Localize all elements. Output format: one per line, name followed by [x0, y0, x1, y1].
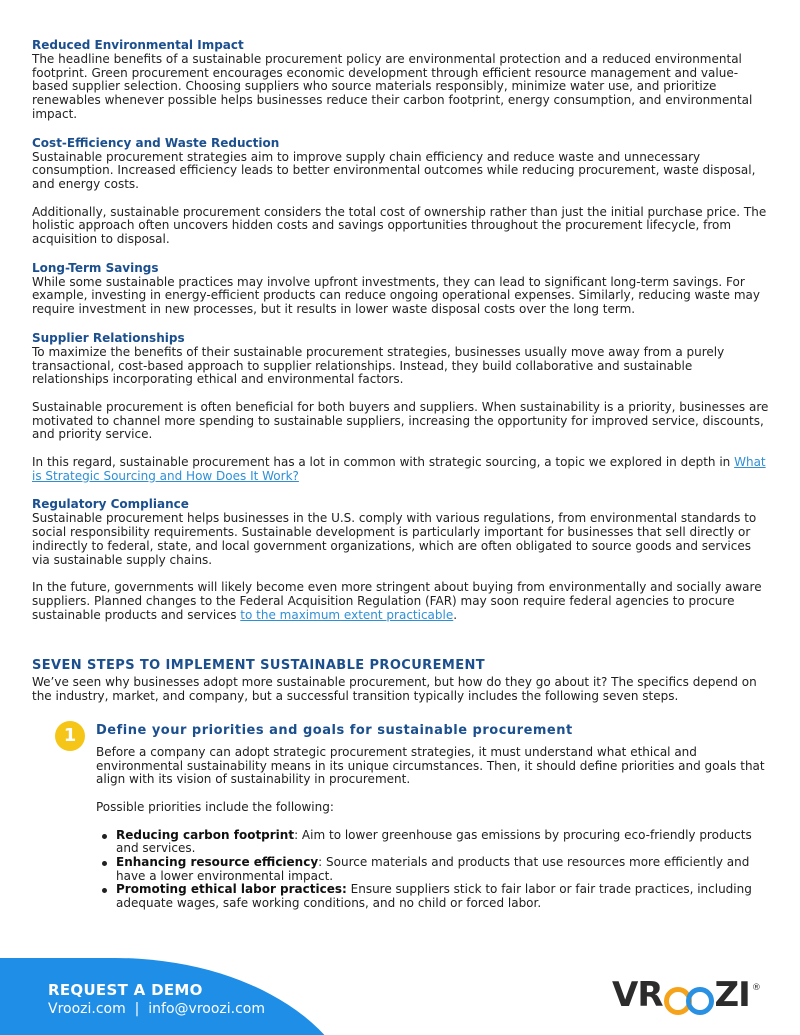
list-item-title: Reducing carbon footprint: [116, 827, 295, 842]
list-item: [96, 856, 770, 883]
email-link[interactable]: info@vroozi.com: [148, 1001, 265, 1017]
strategic-sourcing-link[interactable]: What is Strategic Sourcing and How Does It Work?: [32, 455, 766, 483]
section-heading: Cost-Efficiency and Waste Reduction: [32, 135, 280, 150]
vroozi-logo: [612, 975, 761, 1015]
list-item-text: : Source materials and products that use resources more efficiently and have a lower environmental impact.: [116, 855, 750, 883]
paragraph-end: .: [453, 607, 458, 622]
list-item-text: : Aim to lower greenhouse gas emissions by procuring eco-friendly products and services.: [116, 827, 752, 856]
section-heading: Supplier Relationships: [32, 330, 185, 345]
steps-intro: We’ve seen why businesses adopt more sustainable procurement, but how do they go about it? The specifics depend on the industry, market, and company, but a successful transition typically includes the following seven steps.: [32, 675, 757, 704]
section-cost-efficiency: [32, 136, 770, 247]
paragraph: Sustainable procurement strategies aim to improve supply chain efficiency and reduce waste and unnecessary consumption. Increased efficiency leads to better environmental outcomes while reducing procurement, waste disposal, and energy costs.: [32, 149, 756, 191]
list-item-title: Promoting ethical labor practices:: [116, 882, 347, 897]
paragraph: To maximize the benefits of their sustainable procurement strategies, businesses usually move away from a purely transactional, cost-based approach to supplier relationships. Instead, they build collaborative and sustainable relationships incorporating ethical and environmental factors.: [32, 344, 725, 387]
max-extent-link[interactable]: to the maximum extent practicable: [240, 607, 454, 622]
paragraph: The headline benefits of a sustainable procurement policy are environmental protection and a reduced environmental footprint. Green procurement encourages economic development through efficient resource management and value-based supplier selection. Choosing suppliers who source materials responsibly, minimize water use, and prioritize renewables whenever possible helps businesses reduce their carbon footprint, energy consumption, and environmental impact.: [32, 52, 753, 121]
section-supplier-relationships: [32, 331, 770, 484]
paragraph: While some sustainable practices may involve upfront investments, they can lead to significant long-term savings. For example, investing in energy-efficient products can reduce ongoing operational expenses. Similarly, reducing waste may require investment in new processes, but it results in lower waste disposal costs over the long term.: [32, 274, 760, 317]
paragraph: Sustainable procurement helps businesses in the U.S. comply with various regulations, from environmental standards to social responsibility requirements. Sustainable development is particularly important for businesses that sell directly or indirectly to federal, state, and local government organizations, which are often obligated to source goods and services via sustainable supply chains.: [32, 511, 757, 567]
logo-text-start: VR: [612, 975, 663, 1015]
logo-rings-icon: [664, 987, 714, 1015]
list-item-text: Ensure suppliers stick to fair labor or fair trade practices, including adequate wages, safe working conditions, and no child or forced labor.: [116, 882, 752, 911]
list-item: [96, 883, 770, 910]
step-title: Define your priorities and goals for sustainable procurement: [96, 722, 573, 738]
list-item-title: Enhancing resource efficiency: [116, 855, 319, 870]
section-reduced-impact: [32, 38, 770, 122]
footer-contact: [48, 1001, 265, 1017]
paragraph-with-link: [32, 456, 770, 483]
section-heading: Long-Term Savings: [32, 260, 159, 275]
step-paragraph: Possible priorities include the following:: [96, 799, 334, 814]
priorities-list: [96, 829, 770, 911]
section-regulatory-compliance: [32, 497, 770, 622]
section-heading: Regulatory Compliance: [32, 497, 189, 512]
step-paragraph: Before a company can adopt strategic procurement strategies, it must understand what ethical and environmental sustainability means in its unique circumstances. Then, it should define priorities and goals that align with its vision of sustainability in procurement.: [96, 744, 765, 787]
paragraph: Additionally, sustainable procurement considers the total cost of ownership rather than just the initial purchase price. The holistic approach often uncovers hidden costs and savings opportunities throughout the procurement lifecycle, from acquisition to disposal.: [32, 204, 767, 247]
paragraph-with-link: [32, 581, 770, 622]
steps-heading: SEVEN STEPS TO IMPLEMENT SUSTAINABLE PROCUREMENT: [32, 658, 486, 674]
section-heading: Reduced Environmental Impact: [32, 38, 244, 52]
request-demo-button[interactable]: REQUEST A DEMO: [48, 981, 203, 999]
step-1: [32, 722, 770, 911]
paragraph-text: In the future, governments will likely become even more stringent about buying from environmentally and socially aware suppliers. Planned changes to the Federal Acquisition Regulation (FAR) may soon require federal agencies to procure sustainable products and services: [32, 580, 762, 622]
separator: |: [134, 1001, 140, 1017]
logo-text-end: ZI: [714, 975, 750, 1015]
registered-mark: ®: [751, 983, 761, 993]
paragraph-text: In this regard, sustainable procurement has a lot in common with strategic sourcing, a topic we explored in depth in: [32, 455, 735, 470]
step-number-badge: 1: [55, 721, 85, 751]
list-item: [96, 829, 770, 856]
document-body: [32, 38, 770, 911]
paragraph: Sustainable procurement is often beneficial for both buyers and suppliers. When sustainability is a priority, businesses are motivated to channel more spending to sustainable suppliers, increasing the opportunity for improved service, discounts, and priority service.: [32, 399, 769, 442]
section-long-term-savings: [32, 261, 770, 317]
website-link[interactable]: Vroozi.com: [48, 1001, 126, 1017]
